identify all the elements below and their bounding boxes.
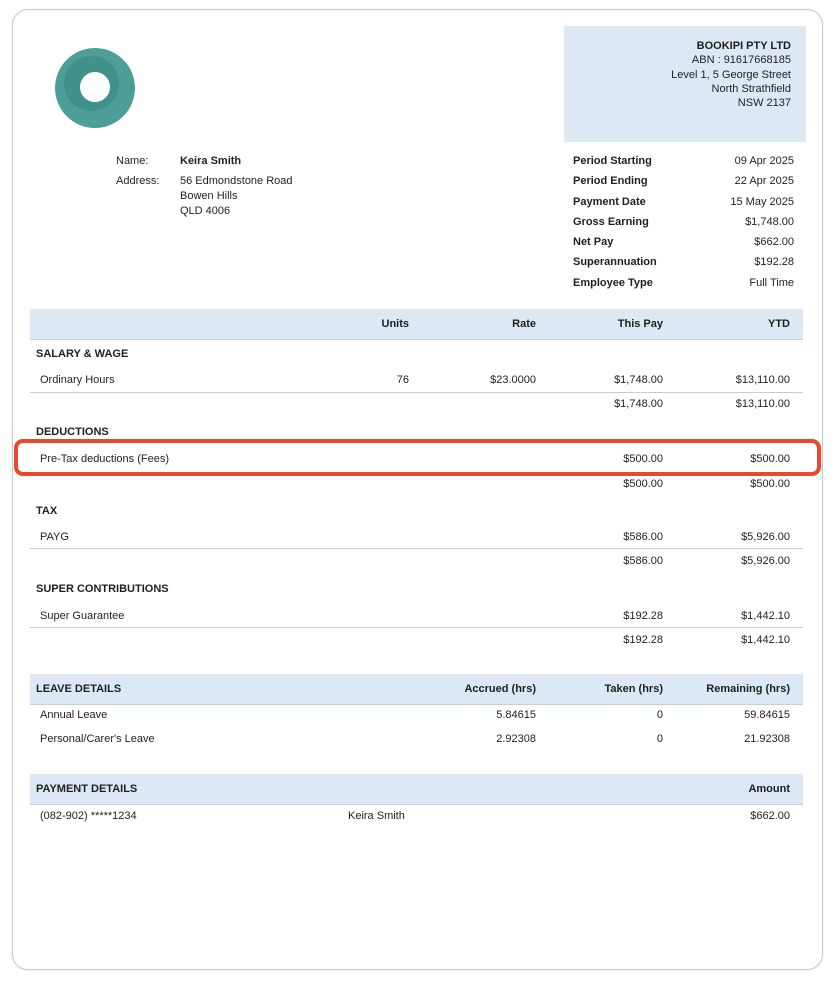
remaining-header: Remaining (hrs): [706, 683, 790, 695]
tax-total-this-pay: $586.00: [623, 555, 663, 567]
employee-address-line2: Bowen Hills: [180, 190, 238, 202]
leave-title: LEAVE DETAILS: [36, 683, 122, 695]
leave-remaining: 59.84615: [744, 709, 790, 721]
employee-address-label: Address:: [116, 175, 160, 187]
payment-account: (082-902) *****1234: [40, 810, 137, 822]
company-address-line1: Level 1, 5 George Street: [671, 69, 791, 81]
super-this-pay: $192.28: [623, 610, 663, 622]
summary-label: Net Pay: [573, 236, 614, 248]
super-total-ytd: $1,442.10: [741, 634, 790, 646]
leave-remaining: 21.92308: [744, 733, 790, 745]
ytd-header: YTD: [768, 318, 790, 330]
accrued-header: Accrued (hrs): [464, 683, 536, 695]
summary-label: Superannuation: [573, 256, 657, 268]
summary-label: Payment Date: [573, 196, 646, 208]
summary-label: Period Ending: [573, 175, 648, 187]
summary-value: 22 Apr 2025: [734, 175, 794, 187]
company-address-line2: North Strathfield: [711, 83, 791, 95]
deductions-total-this-pay: $500.00: [623, 478, 663, 490]
payment-header: [30, 774, 803, 804]
leave-taken: 0: [656, 709, 663, 721]
taken-header: Taken (hrs): [604, 683, 663, 695]
leave-row-label: Personal/Carer's Leave: [40, 733, 155, 745]
employee-address-line3: QLD 4006: [180, 205, 231, 217]
salary-this-pay: $1,748.00: [614, 374, 663, 386]
leave-row-label: Annual Leave: [40, 709, 108, 721]
tax-total-ytd: $5,926.00: [741, 555, 790, 567]
employee-name: Keira Smith: [180, 155, 242, 167]
units-header: Units: [381, 318, 409, 330]
super-total-this-pay: $192.28: [623, 634, 663, 646]
company-abn: ABN : 91617668185: [691, 54, 791, 66]
this-pay-header: This Pay: [617, 318, 663, 330]
pay-table-header: [30, 309, 803, 339]
salary-ytd: $13,110.00: [735, 374, 790, 386]
company-info-box: [564, 26, 806, 142]
rate-header: Rate: [512, 318, 536, 330]
summary-label: Employee Type: [573, 277, 653, 289]
tax-ytd: $5,926.00: [741, 531, 790, 543]
highlight-box: [14, 439, 821, 476]
deductions-this-pay: $500.00: [623, 453, 663, 465]
section-title-tax: TAX: [36, 505, 58, 517]
salary-rate: $23.0000: [490, 374, 536, 386]
company-logo: [55, 48, 135, 128]
table-row-label: PAYG: [40, 531, 69, 543]
deductions-total-ytd: $500.00: [750, 478, 790, 490]
summary-label: Period Starting: [573, 155, 652, 167]
summary-value: $1,748.00: [745, 216, 794, 228]
summary-label: Gross Earning: [573, 216, 649, 228]
deductions-ytd: $500.00: [750, 453, 790, 465]
summary-value: $662.00: [754, 236, 794, 248]
super-ytd: $1,442.10: [741, 610, 790, 622]
amount-header: Amount: [748, 783, 790, 795]
salary-units: 76: [396, 374, 409, 386]
section-title-super: SUPER CONTRIBUTIONS: [36, 583, 169, 595]
leave-taken: 0: [656, 733, 663, 745]
section-title-deductions: DEDUCTIONS: [36, 426, 109, 438]
company-name: BOOKIPI PTY LTD: [696, 40, 791, 52]
table-row-label: Ordinary Hours: [40, 374, 115, 386]
salary-total-this-pay: $1,748.00: [614, 398, 663, 410]
summary-value: $192.28: [754, 256, 794, 268]
leave-accrued: 5.84615: [496, 709, 536, 721]
payment-title: PAYMENT DETAILS: [36, 783, 138, 795]
section-title-salary: SALARY & WAGE: [36, 348, 129, 360]
employee-address-line1: 56 Edmondstone Road: [180, 175, 293, 187]
table-row-label: Pre-Tax deductions (Fees): [40, 453, 169, 465]
table-row-label: Super Guarantee: [40, 610, 125, 622]
payslip-card: [12, 9, 823, 970]
salary-total-ytd: $13,110.00: [735, 398, 790, 410]
leave-accrued: 2.92308: [496, 733, 536, 745]
company-address-line3: NSW 2137: [737, 97, 791, 109]
leave-header: [30, 674, 803, 704]
payment-amount: $662.00: [750, 810, 790, 822]
summary-value: 09 Apr 2025: [734, 155, 794, 167]
payment-account-name: Keira Smith: [348, 810, 405, 822]
employee-name-label: Name:: [116, 155, 149, 167]
tax-this-pay: $586.00: [623, 531, 663, 543]
summary-value: Full Time: [749, 277, 794, 289]
summary-value: 15 May 2025: [730, 196, 794, 208]
